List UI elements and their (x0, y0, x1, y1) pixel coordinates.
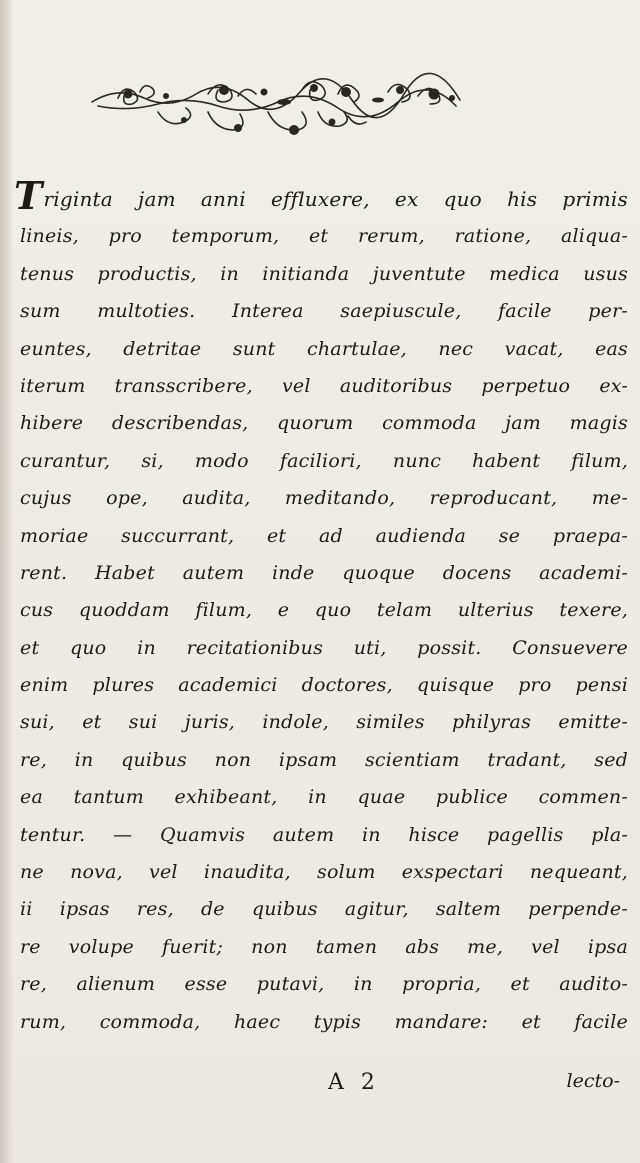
text-line-23: rum, commoda, haec typis mandare: et facile (20, 1010, 628, 1033)
text-line-18: tentur. — Quamvis autem in hisce pagellis pla- (20, 823, 628, 846)
text-line-10: moriae succurrant, et ad audienda se praepa- (20, 524, 628, 547)
headpiece-ornament (88, 72, 468, 144)
text-line-8: curantur, si, modo faciliori, nunc habent filum, (20, 449, 628, 472)
text-line-15: sui, et sui juris, indole, similes philyras emitte- (20, 711, 628, 734)
text-line-16: re, in quibus non ipsam scientiam tradant, sed (20, 748, 628, 771)
text-line-22: re, alienum esse putavi, in propria, et audito- (20, 973, 628, 996)
text-line-6: iterum transscribere, vel auditoribus perpetuo ex- (20, 374, 628, 397)
text-line-20: ii ipsas res, de quibus agitur, saltem perpende- (20, 898, 628, 921)
body-text (14, 173, 628, 1041)
text-line-1: Triginta jam anni effluxere, ex quo his primis (14, 173, 628, 218)
text-line-12: cus quoddam filum, e quo telam ulterius texere, (20, 599, 628, 622)
text-line-2: lineis, pro temporum, et rerum, ratione, aliqua- (20, 225, 628, 248)
text-line-7: hibere describendas, quorum commoda jam magis (20, 412, 628, 435)
text-line-3: tenus productis, in initianda juventute medica usus (20, 262, 628, 285)
signature-mark: A 2 (328, 1070, 380, 1095)
text-line-19: ne nova, vel inaudita, solum exspectari nequeant, (20, 861, 628, 884)
text-line-14: enim plures academici doctores, quisque pro pensi (20, 674, 628, 697)
catchword: lecto- (566, 1070, 620, 1092)
text-line-17: ea tantum exhibeant, in quae publice commen- (20, 786, 628, 809)
text-line-11: rent. Habet autem inde quoque docens academi- (20, 561, 628, 584)
text-line-21: re volupe fuerit; non tamen abs me, vel ipsa (20, 935, 628, 958)
drop-cap: T (14, 173, 43, 218)
text-line-4: sum multoties. Interea saepiusculе, facile per- (20, 300, 628, 323)
text-line-9: cujus ope, audita, meditando, reproducant, me- (20, 487, 628, 510)
text-line-13: et quo in recitationibus uti, possit. Consuevere (20, 636, 628, 659)
page-footer (20, 1068, 628, 1108)
page-binding-shadow (0, 0, 14, 1163)
text-line-5: euntes, detritae sunt chartulae, nec vacat, eas (20, 337, 628, 360)
